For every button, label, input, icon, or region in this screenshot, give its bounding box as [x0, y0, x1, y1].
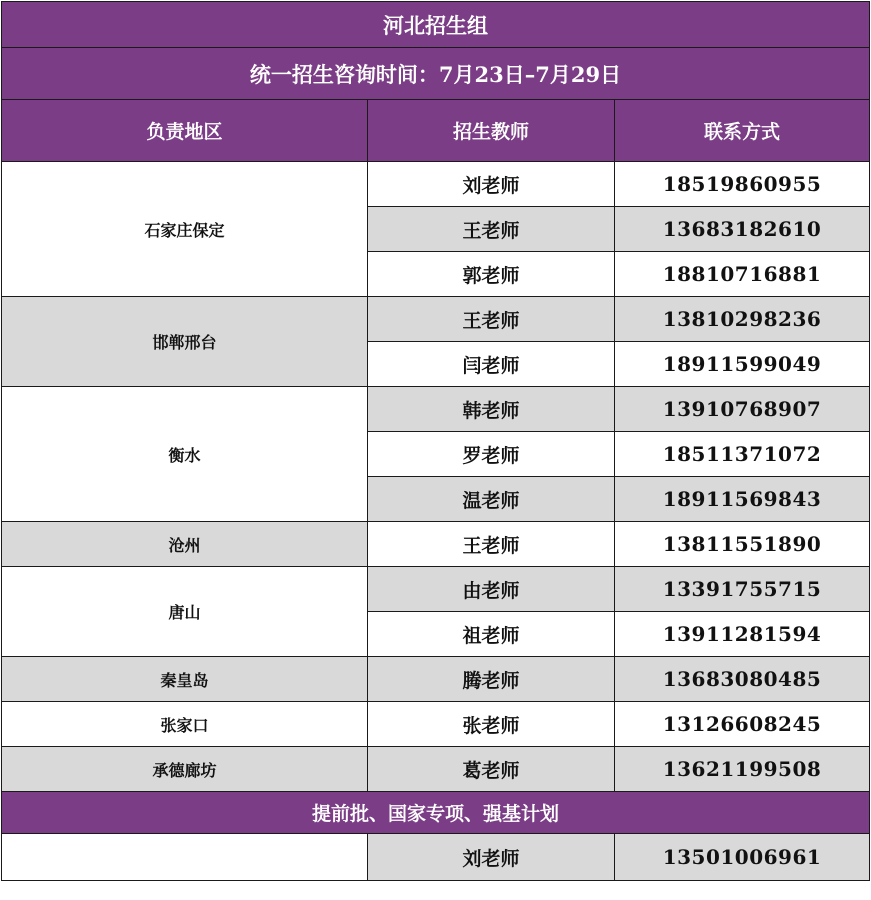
teacher-cell: 王老师: [368, 522, 615, 567]
region-cell: 石家庄保定: [2, 162, 368, 297]
phone-cell: 18810716881: [615, 252, 870, 297]
table-row: [2, 747, 870, 792]
teacher-cell: 王老师: [368, 297, 615, 342]
table-row: [2, 387, 870, 432]
phone-cell: 13910768907: [615, 387, 870, 432]
table-row: [2, 522, 870, 567]
teacher-cell: 罗老师: [368, 432, 615, 477]
region-cell: 唐山: [2, 567, 368, 657]
teacher-cell: 祖老师: [368, 612, 615, 657]
phone-cell: 18911599049: [615, 342, 870, 387]
teacher-cell: 王老师: [368, 207, 615, 252]
phone-cell: 18511371072: [615, 432, 870, 477]
consultation-period: 统一招生咨询时间：7月23日–7月29日: [2, 48, 870, 100]
phone-cell: 13911281594: [615, 612, 870, 657]
teacher-cell: 闫老师: [368, 342, 615, 387]
teacher-cell: 由老师: [368, 567, 615, 612]
phone-cell: 13126608245: [615, 702, 870, 747]
special-section-row: [2, 792, 870, 834]
teacher-cell: 刘老师: [368, 834, 615, 881]
region-cell: 张家口: [2, 702, 368, 747]
table-row: [2, 567, 870, 612]
table-row: [2, 702, 870, 747]
phone-cell: 13810298236: [615, 297, 870, 342]
region-cell: 邯郸邢台: [2, 297, 368, 387]
phone-cell: 18519860955: [615, 162, 870, 207]
phone-cell: 18911569843: [615, 477, 870, 522]
column-header-teacher: 招生教师: [368, 100, 615, 162]
teacher-cell: 郭老师: [368, 252, 615, 297]
teacher-cell: 刘老师: [368, 162, 615, 207]
teacher-cell: 腾老师: [368, 657, 615, 702]
teacher-cell: 温老师: [368, 477, 615, 522]
subtitle-row: [2, 48, 870, 100]
teacher-cell: 葛老师: [368, 747, 615, 792]
region-cell: 沧州: [2, 522, 368, 567]
region-cell: 衡水: [2, 387, 368, 522]
table-row: [2, 297, 870, 342]
phone-cell: 13501006961: [615, 834, 870, 881]
region-cell: 秦皇岛: [2, 657, 368, 702]
phone-cell: 13391755715: [615, 567, 870, 612]
column-header-region: 负责地区: [2, 100, 368, 162]
title-row: [2, 2, 870, 48]
table-row: [2, 834, 870, 881]
table-row: [2, 162, 870, 207]
table-title: 河北招生组: [2, 2, 870, 48]
phone-cell: 13683182610: [615, 207, 870, 252]
region-cell: 承德廊坊: [2, 747, 368, 792]
table-row: [2, 657, 870, 702]
phone-cell: 13683080485: [615, 657, 870, 702]
admissions-contact-table: [1, 1, 870, 881]
column-header-row: [2, 100, 870, 162]
phone-cell: 13811551890: [615, 522, 870, 567]
phone-cell: 13621199508: [615, 747, 870, 792]
teacher-cell: 张老师: [368, 702, 615, 747]
teacher-cell: 韩老师: [368, 387, 615, 432]
region-cell: [2, 834, 368, 881]
special-section-title: 提前批、国家专项、强基计划: [2, 792, 870, 834]
column-header-contact: 联系方式: [615, 100, 870, 162]
